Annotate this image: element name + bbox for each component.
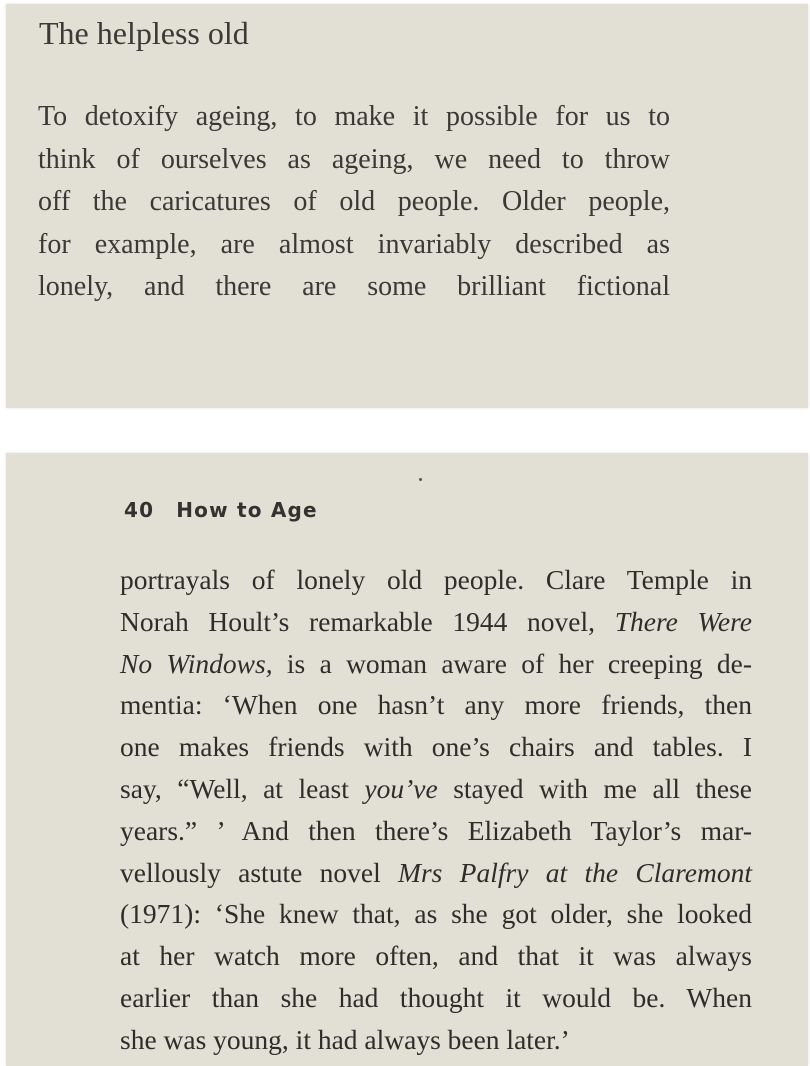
text-line [120,726,752,768]
running-title: How to Age [176,498,318,522]
text-run: one makes friends with one’s chairs and tables. I [120,731,752,763]
book-title: Mrs Palfry at the Claremont [398,856,752,888]
text-run: say, “Well, at least [120,772,365,804]
text-line [120,810,752,852]
text-line [120,852,752,894]
text-line [120,768,752,810]
text-line [120,1019,752,1061]
text-line: for example, are almost invariably described as [38,228,670,260]
text-run: years.” ’ And then there’s Elizabeth Taylor’s mar- [120,814,752,846]
text-run: mentia: ‘When one hasn’t any more friends, then [120,689,752,721]
text-run: portrayals of lonely old people. Clare Temple in [120,564,752,595]
text-line [120,559,752,601]
text-run: Norah Hoult’s remarkable 1944 novel, [120,605,615,637]
book-title: There Were [614,605,752,637]
top-page [6,4,808,408]
text-run: earlier than she had thought it would be. When [120,981,752,1013]
section-heading: The helpless old [39,15,249,51]
text-line: off the caricatures of old people. Older people, [38,186,670,217]
print-speck [419,478,422,481]
text-line [120,977,752,1019]
text-run: vellously astute novel [120,856,399,888]
text-line [120,893,752,935]
text-line [120,601,752,643]
text-line: lonely, and there are some brilliant fictional [38,271,670,302]
text-run: is a woman aware of her creeping de- [272,647,752,679]
text-line [120,643,752,685]
text-line: To detoxify ageing, to make it possible for us to [38,101,670,132]
bottom-page [6,453,808,1066]
text-line [120,935,752,977]
text-run: (1971): ‘She knew that, as she got older, she looked [120,898,752,930]
body-paragraph [120,559,752,1061]
page-number: 40 [124,498,155,522]
top-paragraph [38,96,670,309]
book-title: No Windows, [120,647,273,679]
text-run: at her watch more often, and that it was always [120,940,752,972]
emphasis: you’ve [364,772,438,804]
text-run: stayed with me all these [437,772,752,804]
text-line: think of ourselves as ageing, we need to throw [38,143,670,175]
running-head [124,498,318,522]
text-line [120,684,752,726]
text-run: she was young, it had always been later.’ [120,1023,570,1055]
